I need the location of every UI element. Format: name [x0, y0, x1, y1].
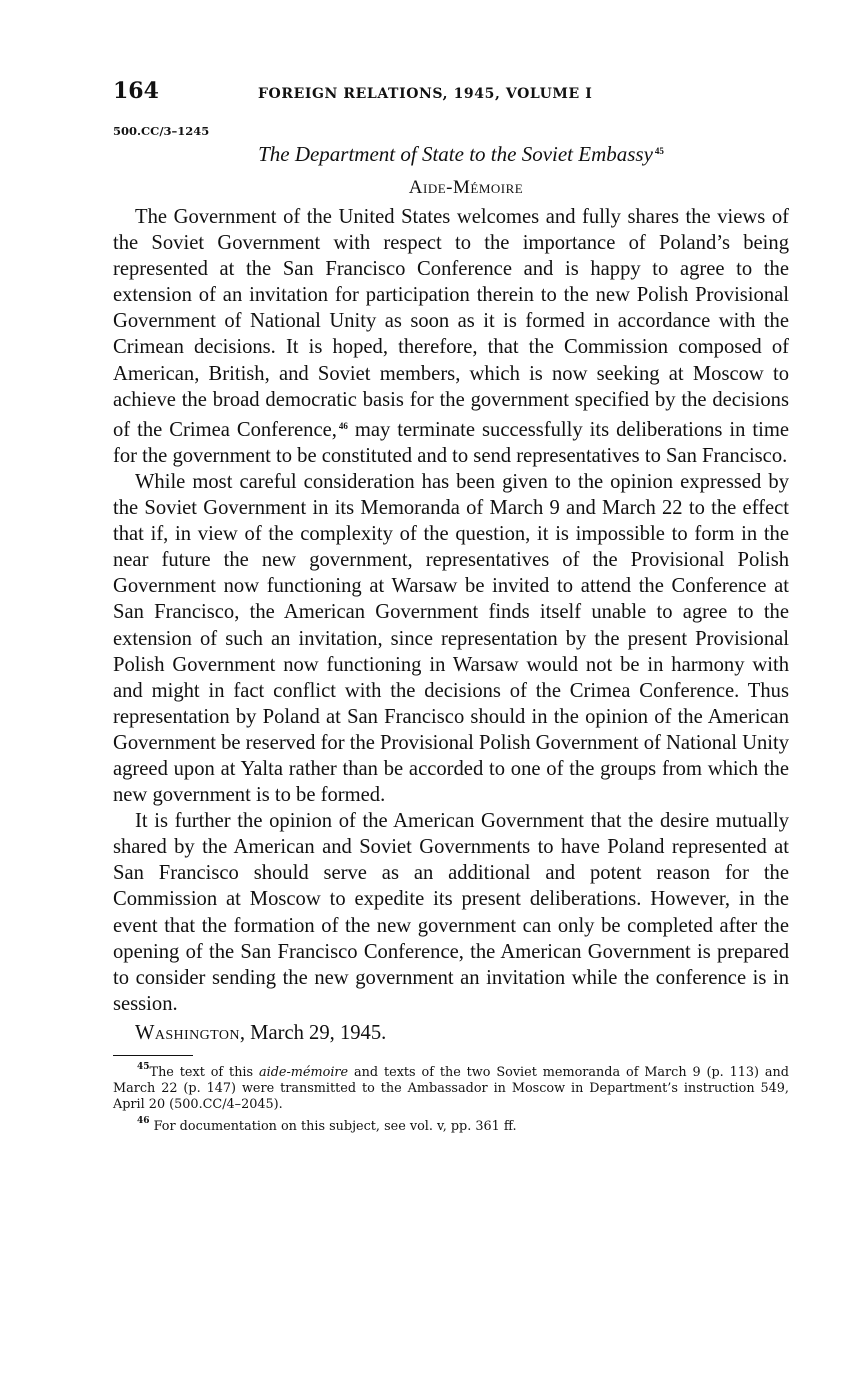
footnote-ref-45: 45 — [654, 146, 664, 156]
document-title-text: The Department of State to the Soviet Embassy — [258, 142, 653, 166]
footnote-divider — [113, 1055, 193, 1056]
dateline-date: , March 29, 1945. — [239, 1021, 387, 1044]
footnote-45 — [113, 1059, 789, 1113]
footnote-45-number: 45 — [137, 1061, 150, 1072]
footnote-46-text: For documentation on this subject, see vol. v, pp. 361 ff. — [153, 1118, 517, 1134]
paragraph-2: While most careful consideration has been given to the opinion expressed by the Soviet Government in its Memoranda of March 9 and March 22 to the effect that if, in view of the complexity of the question, it is impossible to form in the near future the new government, representatives of the Provisional Polish Government now functioning at Warsaw be invited to attend the Conference at San Francisco, the American Government finds itself unable to agree to the extension of such an invitation, since representation by the present Provisional Polish Government now functioning in Warsaw would not be in harmony with and might in fact conflict with the decisions of the Crimea Conference. Thus representation by Poland at San Francisco should in the opinion of the American Government be reserved for the Provisional Polish Government of National Unity agreed upon at Yalta rather than be accorded to one of the groups from which the new government is to be formed. — [113, 470, 790, 807]
footnote-ref-46: 46 — [338, 420, 348, 431]
document-title — [113, 142, 789, 172]
footnote-45-text-a: The text of this — [149, 1064, 259, 1080]
page-number: 164 — [113, 78, 159, 104]
document-page — [113, 78, 789, 1135]
footnote-45-text-b: and texts of the two Soviet memoranda of March 9 (p. 113) and March 22 (p. 147) were transmitted to the Ambassador in Moscow in Department’s instruction 549, April 20 (500.CC/4–2045). — [113, 1064, 789, 1112]
footnote-46 — [113, 1113, 789, 1135]
paragraph-1 — [113, 204, 789, 469]
file-number: 500.CC/3–1245 — [113, 124, 210, 138]
paragraph-1-text-b: may terminate successfully its deliberations in time for the government to be constituted and to send representatives to San Francisco. — [113, 418, 789, 467]
page-header — [113, 78, 789, 112]
running-head: FOREIGN RELATIONS, 1945, VOLUME I — [258, 86, 593, 102]
dateline-place: Washington — [135, 1021, 240, 1044]
paragraph-3: It is further the opinion of the American Government that the desire mutually shared by the American and Soviet Governments to have Poland represented at San Francisco should serve as an additional and potent reason for the Commission at Moscow to expedite its present deliberations. However, in the event that the formation of the new government can only be completed after the opening of the San Francisco Conference, the American Government is prepared to consider sending the new government an invitation while the conference is in session. — [113, 810, 789, 1015]
paragraph-1-text-a: The Government of the United States welcomes and fully shares the views of the Soviet Government with respect to the importance of Poland’s being represented at the San Francisco Conference and is happy to agree to the extension of an invitation for participation therein to the new Polish Provisional Government of National Unity as soon as it is formed in accordance with the Crimean decisions. It is hoped, therefore, that the Commission composed of American, British, and Soviet members, which is now seeking at Moscow to achieve the broad democratic basis for the government specified by the decisions of the Crimea Conference, — [113, 206, 789, 441]
footnote-46-number: 46 — [137, 1115, 150, 1126]
document-type: Aide-Mémoire — [408, 177, 524, 198]
footnote-45-italic: aide-mémoire — [258, 1064, 349, 1080]
dateline — [113, 1019, 789, 1047]
